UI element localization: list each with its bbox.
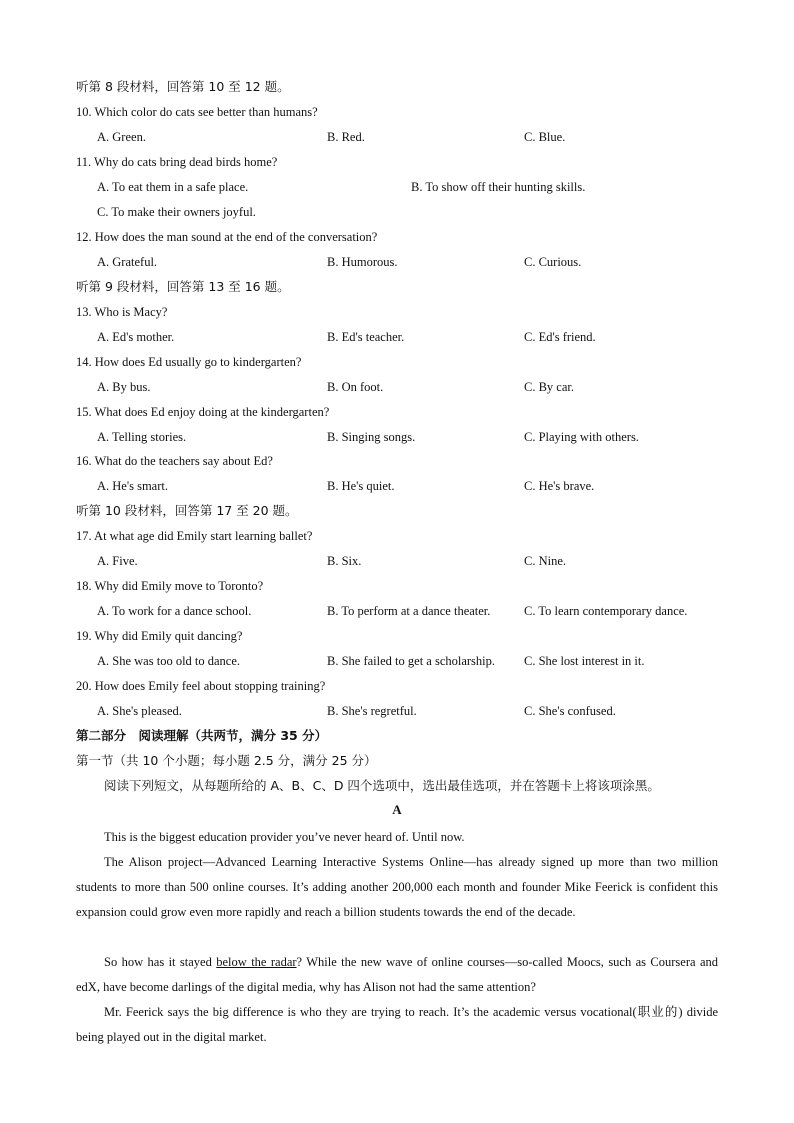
passage-paragraph-2: The Alison project—Advanced Learning Interactive Systems Online—has already signed up more than two million students to more than 500 online courses. It’s adding another 200,000 each month and founder Mike Feerick is confident this expansion could grow even more rapidly and reach a billion students towards the end of the decade. <box>76 855 718 919</box>
option-12-a: A. Grateful. <box>97 255 158 269</box>
question-11: 11. Why do cats bring dead birds home? <box>76 155 278 169</box>
option-11-b: B. To show off their hunting skills. <box>411 180 586 194</box>
option-10-b: B. Red. <box>327 130 365 144</box>
option-14-b: B. On foot. <box>327 380 384 394</box>
question-10: 10. Which color do cats see better than humans? <box>76 105 318 119</box>
question-20: 20. How does Emily feel about stopping training? <box>76 679 326 693</box>
option-13-b: B. Ed's teacher. <box>327 330 405 344</box>
passage-paragraph-1: This is the biggest education provider you’ve never heard of. Until now. <box>104 830 465 844</box>
option-16-b: B. He's quiet. <box>327 479 395 493</box>
section-heading-8: 听第 8 段材料，回答第 10 至 12 题。 <box>76 79 290 94</box>
passage-paragraph-3 <box>76 950 718 1000</box>
question-15: 15. What does Ed enjoy doing at the kindergarten? <box>76 405 330 419</box>
option-20-c: C. She's confused. <box>524 704 616 718</box>
question-12: 12. How does the man sound at the end of the conversation? <box>76 230 378 244</box>
question-16: 16. What do the teachers say about Ed? <box>76 454 273 468</box>
option-17-b: B. Six. <box>327 554 362 568</box>
section-heading-10: 听第 10 段材料，回答第 17 至 20 题。 <box>76 503 298 518</box>
question-13: 13. Who is Macy? <box>76 305 168 319</box>
section-one-heading: 第一节（共 10 个小题；每小题 2.5 分，满分 25 分） <box>76 753 377 768</box>
option-20-a: A. She's pleased. <box>97 704 182 718</box>
option-13-a: A. Ed's mother. <box>97 330 175 344</box>
option-18-c: C. To learn contemporary dance. <box>524 604 688 618</box>
option-15-c: C. Playing with others. <box>524 430 639 444</box>
paragraph-3-start: So how has it stayed <box>104 955 217 969</box>
passage-paragraph-4: Mr. Feerick says the big difference is who they are trying to reach. It’s the academic versus vocational(职业的) divide being played out in the digital market. <box>76 1005 718 1044</box>
option-19-a: A. She was too old to dance. <box>97 654 241 668</box>
option-14-c: C. By car. <box>524 380 574 394</box>
reading-instructions: 阅读下列短文，从每题所给的 A、B、C、D 四个选项中，选出最佳选项，并在答题卡上将该项涂黑。 <box>104 778 660 793</box>
option-12-b: B. Humorous. <box>327 255 398 269</box>
option-19-b: B. She failed to get a scholarship. <box>327 654 496 668</box>
option-19-c: C. She lost interest in it. <box>524 654 645 668</box>
option-17-a: A. Five. <box>97 554 138 568</box>
question-14: 14. How does Ed usually go to kindergarten? <box>76 355 302 369</box>
option-18-a: A. To work for a dance school. <box>97 604 252 618</box>
option-11-a: A. To eat them in a safe place. <box>97 180 249 194</box>
option-12-c: C. Curious. <box>524 255 582 269</box>
option-16-a: A. He's smart. <box>97 479 168 493</box>
option-15-a: A. Telling stories. <box>97 430 187 444</box>
option-11-c: C. To make their owners joyful. <box>97 205 256 219</box>
part-two-heading: 第二部分 阅读理解（共两节，满分 35 分） <box>76 728 328 743</box>
option-18-b: B. To perform at a dance theater. <box>327 604 491 618</box>
section-heading-9: 听第 9 段材料，回答第 13 至 16 题。 <box>76 279 290 294</box>
option-10-c: C. Blue. <box>524 130 566 144</box>
question-19: 19. Why did Emily quit dancing? <box>76 629 243 643</box>
option-15-b: B. Singing songs. <box>327 430 416 444</box>
option-10-a: A. Green. <box>97 130 146 144</box>
option-17-c: C. Nine. <box>524 554 567 568</box>
paragraph-3-end: ? While the new wave of online courses—so-called Moocs, such as Coursera and edX, have become darlings of the digital media, why has Alison not had the same attention? <box>76 955 718 994</box>
passage-label: A <box>392 802 402 817</box>
option-13-c: C. Ed's friend. <box>524 330 596 344</box>
option-14-a: A. By bus. <box>97 380 151 394</box>
underlined-phrase: below the radar <box>216 955 297 969</box>
option-20-b: B. She's regretful. <box>327 704 417 718</box>
question-18: 18. Why did Emily move to Toronto? <box>76 579 264 593</box>
question-17: 17. At what age did Emily start learning ballet? <box>76 529 313 543</box>
option-16-c: C. He's brave. <box>524 479 595 493</box>
